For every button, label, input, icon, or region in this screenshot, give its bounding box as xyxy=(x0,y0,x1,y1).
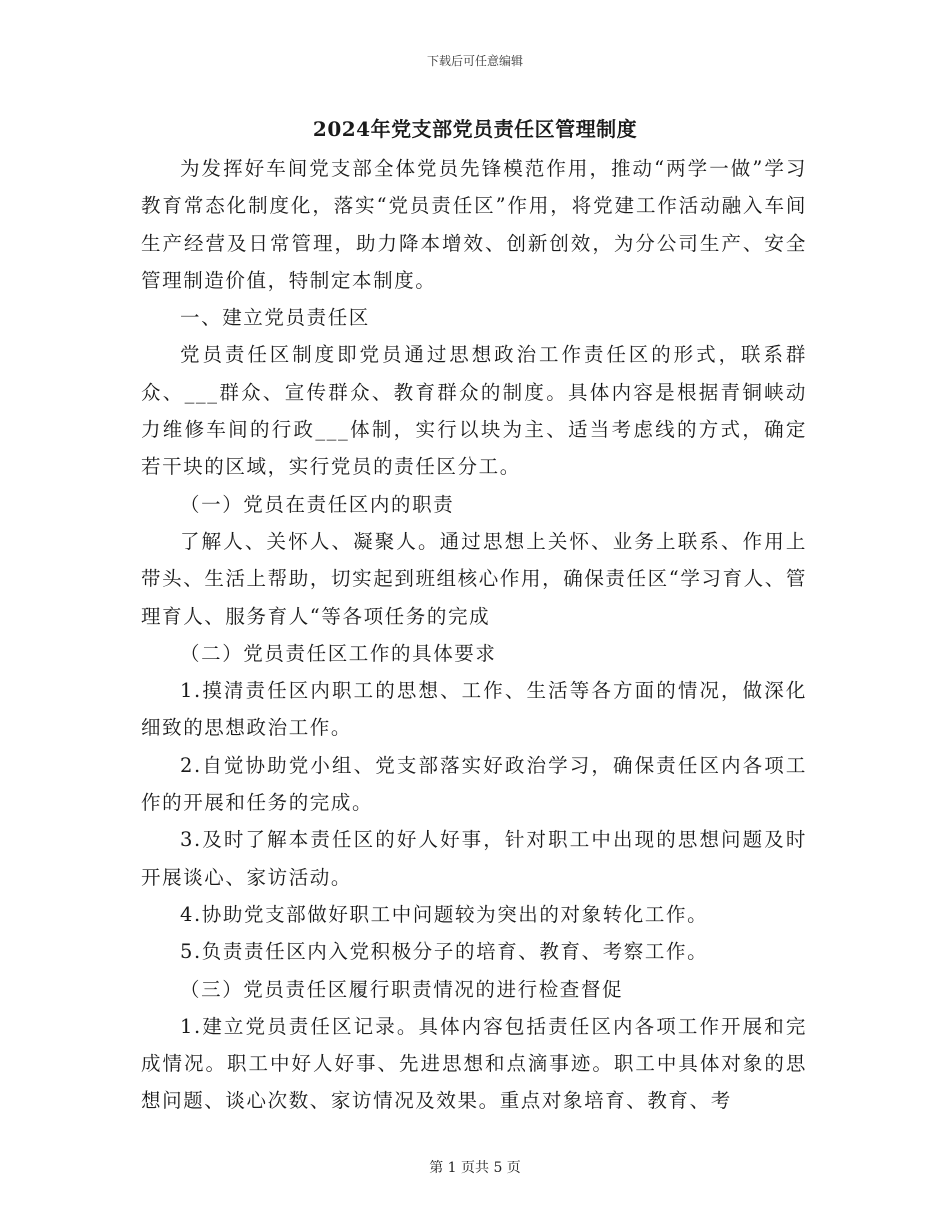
page-number: 第 1 页共 5 页 xyxy=(429,1160,521,1176)
body-paragraph: 了解人、关怀人、凝聚人。通过思想上关怀、业务上联系、作用上带头、生活上帮助，切实起到班组核心作用，确保责任区“学习育人、管理育人、服务育人“等各项任务的完成 xyxy=(141,529,807,628)
body-paragraph: 党员责任区制度即党员通过思想政治工作责任区的形式，联系群众、___群众、宣传群众、教育群众的制度。具体内容是根据青铜峡动力维修车间的行政___体制，实行以块为主、适当考虑线的方式，确定若干块的区域，实行党员的责任区分工。 xyxy=(141,343,807,479)
header-note: 下载后可任意编辑 xyxy=(426,54,523,68)
list-item: 1.建立党员责任区记录。具体内容包括责任区内各项工作开展和完成情况。职工中好人好事、先进思想和点滴事迹。职工中具体对象的思想问题、谈心次数、家访情况及效果。重点对象培育、教育、考 xyxy=(141,1014,807,1113)
list-item: 2.自觉协助党小组、党支部落实好政治学习，确保责任区内各项工作的开展和任务的完成。 xyxy=(141,753,807,815)
list-item: 5.负责责任区内入党积极分子的培育、教育、考察工作。 xyxy=(180,940,709,964)
subsection-heading-2: （二）党员责任区工作的具体要求 xyxy=(180,641,497,665)
section-heading-1: 一、建立党员责任区 xyxy=(180,306,370,330)
list-item: 4.协助党支部做好职工中问题较为突出的对象转化工作。 xyxy=(180,902,709,926)
document-body xyxy=(141,150,807,1120)
subsection-heading-3: （三）党员责任区履行职责情况的进行检查督促 xyxy=(180,977,624,1001)
list-item: 3.及时了解本责任区的好人好事，针对职工中出现的思想问题及时开展谈心、家访活动。 xyxy=(141,828,807,889)
intro-paragraph: 为发挥好车间党支部全体党员先锋模范作用，推动“两学一做”学习教育常态化制度化，落实“党员责任区”作用，将党建工作活动融入车间生产经营及日常管理，助力降本增效、创新创效，为分公司生产、安全管理制造价值，特制定本制度。 xyxy=(141,157,807,292)
list-item: 1.摸清责任区内职工的思想、工作、生活等各方面的情况，做深化细致的思想政治工作。 xyxy=(141,679,807,740)
subsection-heading-1: （一）党员在责任区内的职责 xyxy=(180,492,455,516)
document-title: 2024年党支部党员责任区管理制度 xyxy=(312,117,638,141)
